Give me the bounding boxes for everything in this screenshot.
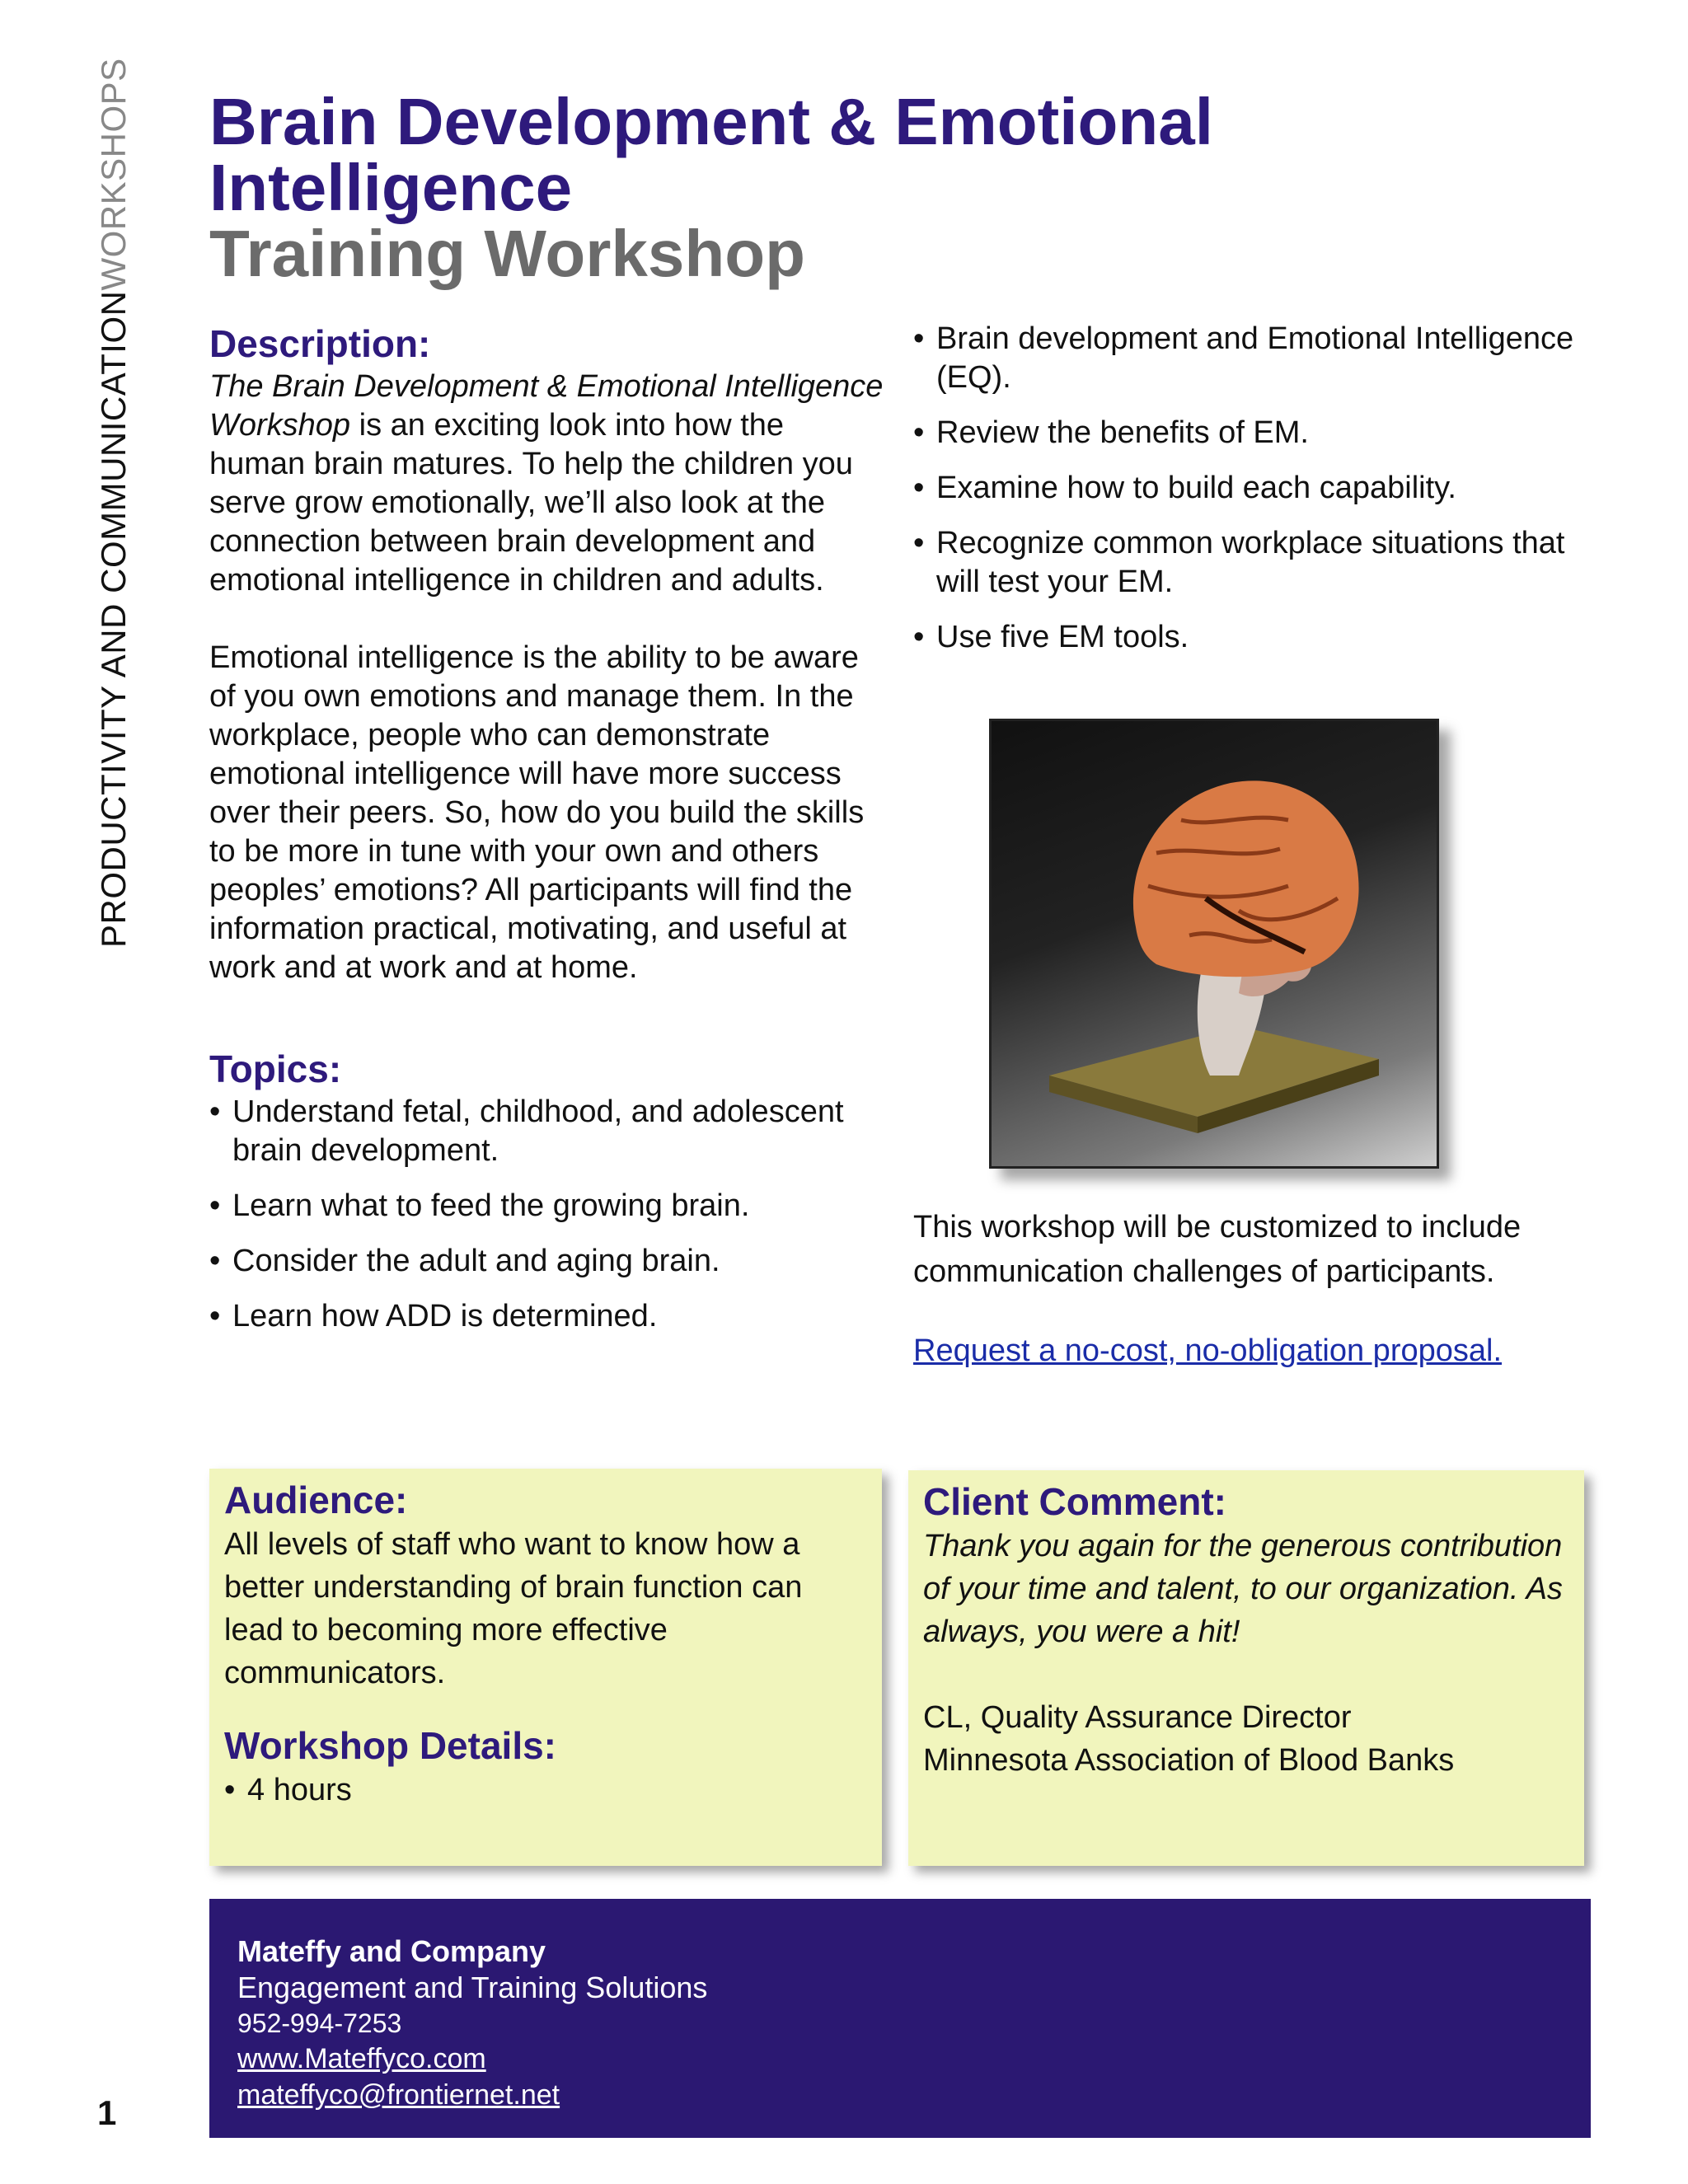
page-number: 1 bbox=[97, 2093, 117, 2132]
topics-item: • Learn how ADD is determined. bbox=[209, 1297, 885, 1336]
company-tagline: Engagement and Training Solutions bbox=[237, 1971, 708, 2004]
brain-model-photo bbox=[989, 719, 1439, 1169]
workshop-details-item: • 4 hours bbox=[224, 1769, 867, 1811]
objectives-item: • Use five EM tools. bbox=[913, 618, 1589, 657]
company-name: Mateffy and Company bbox=[237, 1934, 546, 1968]
company-website-link[interactable]: www.Mateffyco.com bbox=[237, 2043, 486, 2074]
sidebar-vertical-label bbox=[89, 58, 138, 948]
company-phone: 952-994-7253 bbox=[237, 2008, 402, 2038]
topics-item: • Understand fetal, childhood, and adolescent brain development. bbox=[209, 1093, 885, 1170]
description-italic-title: The Brain Development & Emotional Intelligence Workshop bbox=[209, 369, 884, 443]
workshop-details-heading: Workshop Details: bbox=[224, 1724, 556, 1767]
topics-item: • Learn what to feed the growing brain. bbox=[209, 1187, 885, 1226]
left-column bbox=[209, 320, 885, 1352]
client-attribution-org: Minnesota Association of Blood Banks bbox=[923, 1743, 1455, 1778]
page-title bbox=[209, 85, 1446, 290]
objectives-item: • Examine how to build each capability. bbox=[913, 469, 1589, 508]
title-line-3: Training Workshop bbox=[209, 217, 806, 290]
workshop-details-list bbox=[224, 1769, 867, 1811]
client-comment-heading: Client Comment: bbox=[923, 1480, 1226, 1523]
contact-footer bbox=[209, 1899, 1591, 2138]
description-heading: Description: bbox=[209, 322, 431, 365]
objectives-item: • Recognize common workplace situations that will test your EM. bbox=[913, 524, 1589, 602]
topics-list bbox=[209, 1093, 885, 1336]
audience-note-box bbox=[209, 1469, 882, 1866]
description-paragraph-2: Emotional intelligence is the ability to be aware of you own emotions and manage them. In the workplace, people who can demonstrate emotional intelligence will have more success over their peers. So, how do you build the skills to be more in tune with your own and others peoples’ emotions? All participants will find the information practical, motivating, and useful at work and at work and at home. bbox=[209, 640, 865, 985]
description-paragraph-1 bbox=[209, 368, 885, 600]
sidebar-label-light: WORKSHOPS bbox=[94, 58, 133, 291]
objectives-list bbox=[913, 320, 1589, 657]
audience-heading: Audience: bbox=[224, 1479, 408, 1521]
objectives-item: • Review the benefits of EM. bbox=[913, 414, 1589, 452]
client-attribution-title: CL, Quality Assurance Director bbox=[923, 1700, 1352, 1735]
customized-note: This workshop will be customized to include communication challenges of participants. bbox=[913, 1210, 1522, 1289]
cerebrum bbox=[1133, 780, 1359, 977]
topics-item: • Consider the adult and aging brain. bbox=[209, 1242, 885, 1281]
topics-heading: Topics: bbox=[209, 1047, 342, 1090]
brain-model-illustration bbox=[992, 721, 1437, 1166]
objectives-item: • Brain development and Emotional Intelligence (EQ). bbox=[913, 320, 1589, 397]
right-column bbox=[913, 320, 1589, 673]
audience-text: All levels of staff who want to know how a better understanding of brain function can lead to becoming more effective communicators. bbox=[224, 1527, 803, 1690]
client-comment-quote: Thank you again for the generous contribution of your time and talent, to our organization. As always, you were a hit! bbox=[923, 1529, 1563, 1649]
company-email-link[interactable]: mateffyco@frontiernet.net bbox=[237, 2079, 560, 2111]
description-paragraph-1-text: is an exciting look into how the human brain matures. To help the children you serve grow emotionally, we’ll also look at the connection between brain development and emotional intelligence in children and adults. bbox=[209, 408, 853, 598]
client-comment-note-box bbox=[908, 1470, 1584, 1866]
proposal-request-link[interactable]: Request a no-cost, no-obligation proposal. bbox=[913, 1333, 1503, 1368]
sidebar-label-main: PRODUCTIVITY AND COMMUNICATION bbox=[94, 290, 133, 948]
title-line-2: Intelligence bbox=[209, 151, 573, 224]
title-line-1: Brain Development & Emotional bbox=[209, 85, 1213, 158]
